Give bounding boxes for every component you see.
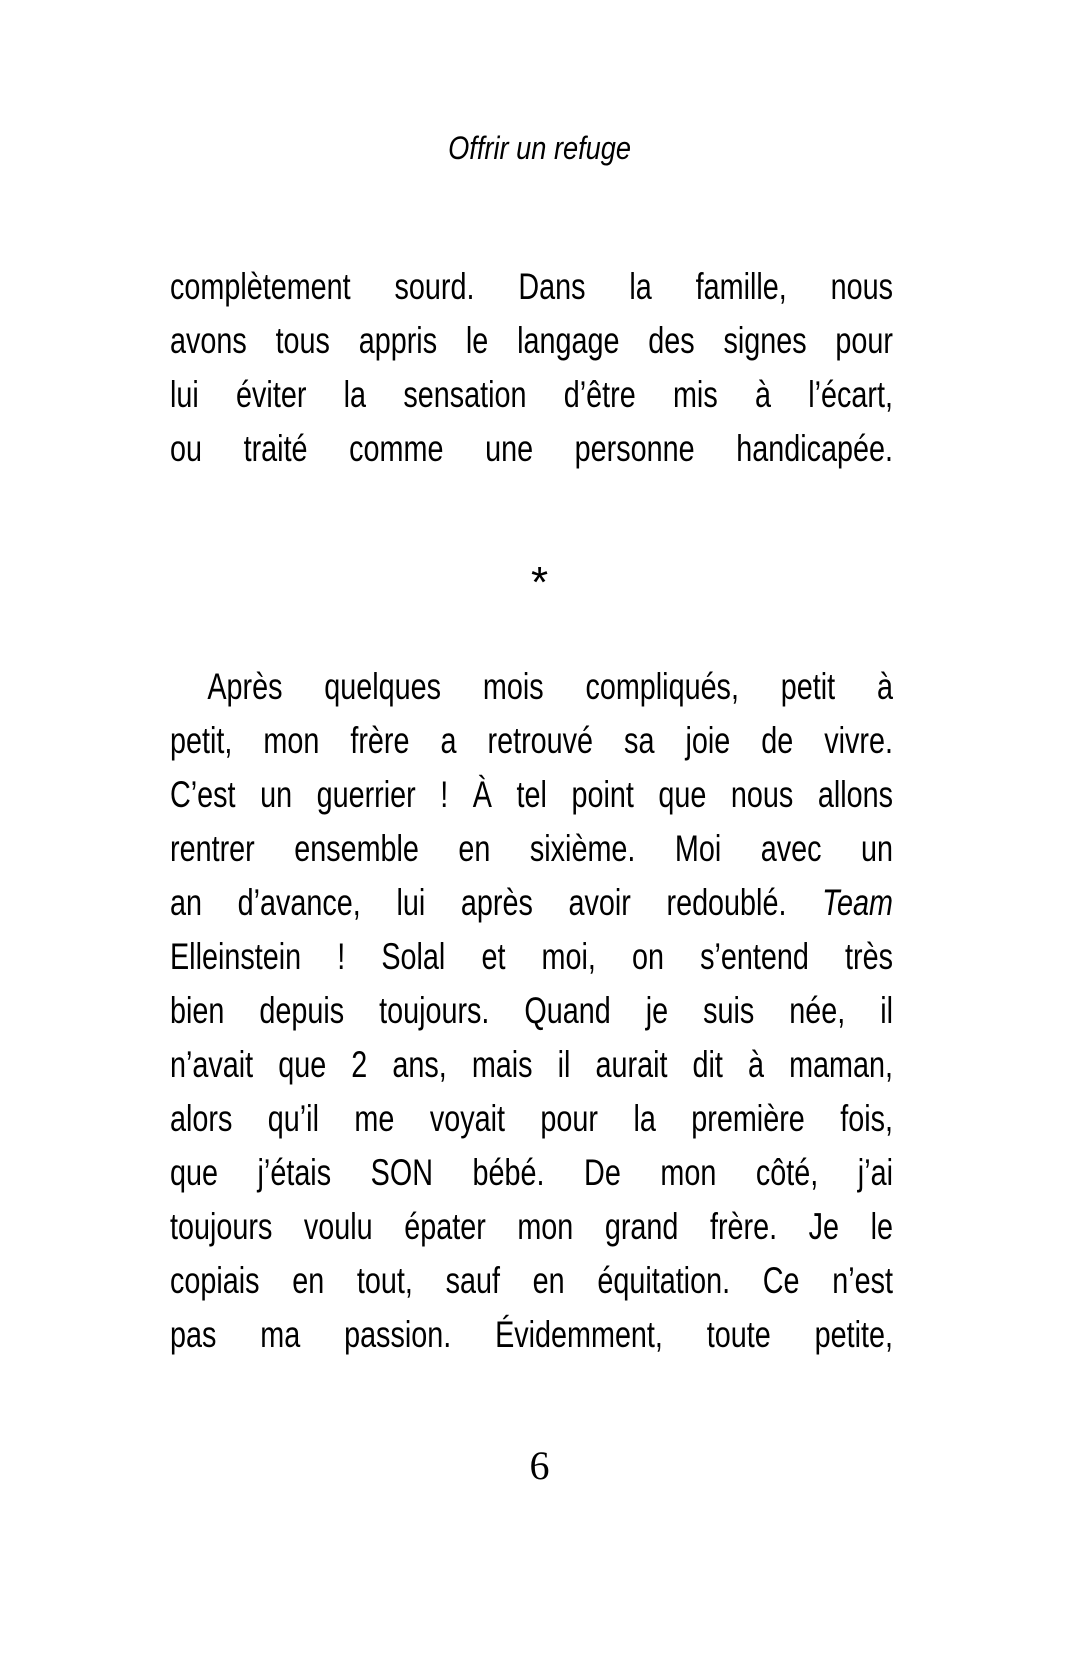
text-segment: C’est un guerrier ! À tel point que nous allons — [170, 774, 893, 815]
text-segment: toujours voulu épater mon grand frère. Je le — [170, 1206, 893, 1247]
text-line — [170, 768, 893, 822]
text-segment: alors qu’il me voyait pour la première fois, — [170, 1098, 893, 1139]
text-segment: n’avait que 2 ans, mais il aurait dit à maman, — [170, 1044, 893, 1085]
running-header — [0, 128, 1079, 168]
text-line — [170, 1038, 893, 1092]
text-segment: pas ma passion. Évidemment, toute petite, — [170, 1314, 893, 1355]
paragraph-continuation — [170, 260, 893, 476]
italic-text-segment: Team — [822, 882, 893, 923]
text-line — [170, 660, 893, 714]
text-segment: copiais en tout, sauf en équitation. Ce n’est — [170, 1260, 893, 1301]
text-segment: complètement sourd. Dans la famille, nous — [170, 266, 893, 307]
text-segment: bien depuis toujours. Quand je suis née, il — [170, 990, 893, 1031]
text-segment: Après quelques mois compliqués, petit à — [207, 666, 893, 707]
text-line — [170, 714, 893, 768]
text-segment: petit, mon frère a retrouvé sa joie de vivre. — [170, 720, 893, 761]
text-line — [170, 314, 893, 368]
text-segment: avons tous appris le langage des signes pour — [170, 320, 893, 361]
text-line — [170, 1254, 893, 1308]
chapter-title: Offrir un refuge — [448, 130, 631, 166]
text-line — [170, 1146, 893, 1200]
text-line — [170, 1092, 893, 1146]
text-line — [170, 822, 893, 876]
text-line — [170, 984, 893, 1038]
text-line — [170, 876, 893, 930]
text-line — [170, 930, 893, 984]
page-number: 6 — [529, 1443, 550, 1488]
text-segment: que j’étais SON bébé. De mon côté, j’ai — [170, 1152, 893, 1193]
text-line — [170, 368, 893, 422]
text-segment: lui éviter la sensation d’être mis à l’écart, — [170, 374, 893, 415]
text-line — [170, 1200, 893, 1254]
text-segment: ou traité comme une personne handicapée. — [170, 428, 893, 469]
text-line — [170, 260, 893, 314]
text-segment: an d’avance, lui après avoir redoublé. — [170, 882, 823, 923]
text-segment: rentrer ensemble en sixième. Moi avec un — [170, 828, 893, 869]
text-segment: Elleinstein ! Solal et moi, on s’entend très — [170, 936, 893, 977]
section-separator-asterisk: * — [530, 558, 549, 607]
paragraph-main — [170, 660, 893, 1362]
text-line — [170, 422, 893, 476]
text-line — [170, 1308, 893, 1362]
